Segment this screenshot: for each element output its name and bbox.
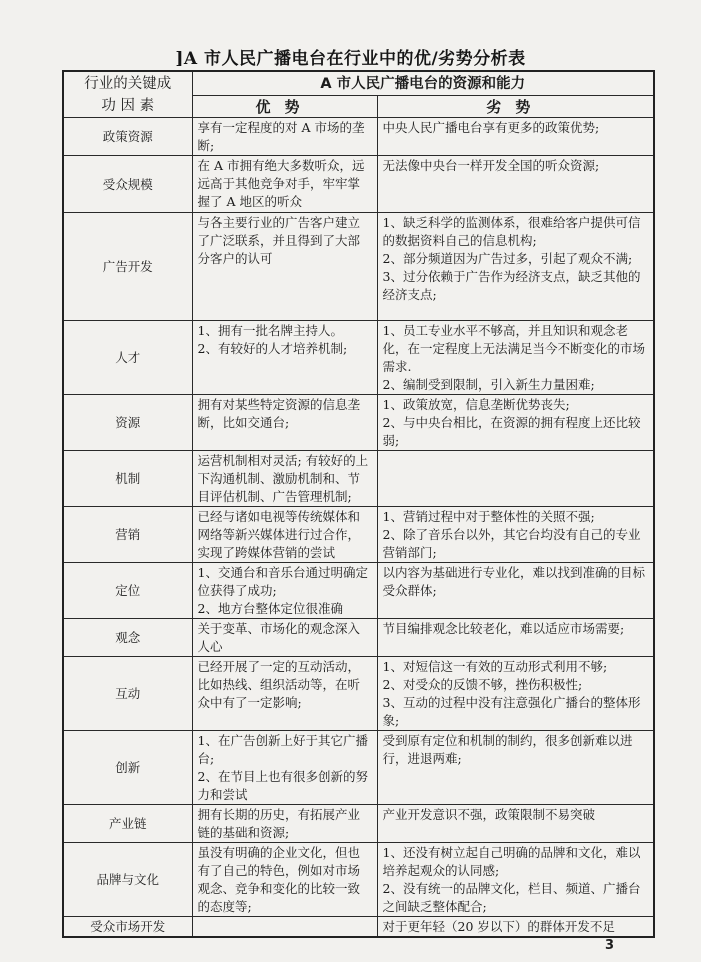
disadvantage-item: 1、员工专业水平不够高，并且知识和观念老化，在一定程度上无法满足当今不断变化的市场需求. (382, 323, 646, 374)
advantage-cell (192, 731, 377, 805)
disadvantage-cell (377, 563, 654, 619)
header-key-success-factors (63, 71, 192, 118)
advantage-cell (192, 451, 377, 507)
table-row (63, 213, 654, 321)
disadvantage-cell (377, 156, 654, 213)
disadvantage-item: 对于更年轻（20 岁以下）的群体开发不足 (382, 919, 615, 934)
factor-cell: 政策资源 (63, 118, 192, 156)
advantage-item: 1、在广告创新上好于其它广播台; (197, 733, 368, 766)
advantage-cell (192, 563, 377, 619)
factor-cell: 机制 (63, 451, 192, 507)
disadvantage-cell (377, 657, 654, 731)
header-factor-line1: 行业的关键成 (84, 76, 172, 92)
advantage-cell (192, 917, 377, 938)
advantage-item: 2、地方台整体定位很准确 (197, 601, 343, 616)
advantage-item: 拥有对某些特定资源的信息垄断，比如交通台; (197, 397, 361, 430)
disadvantage-item: 2、部分频道因为广告过多，引起了观众不满; (382, 251, 633, 266)
advantage-item: 在 A 市拥有绝大多数听众，远远高于其他竞争对手，牢牢掌握了 A 地区的听众 (197, 158, 365, 209)
disadvantage-cell (377, 118, 654, 156)
disadvantage-cell (377, 321, 654, 395)
disadvantage-item: 无法像中央台一样开发全国的听众资源; (382, 158, 600, 173)
table-row (63, 451, 654, 507)
header-resources-capabilities: A 市人民广播电台的资源和能力 (192, 71, 654, 96)
swot-analysis-table (62, 70, 655, 938)
page-number: 3 (605, 938, 615, 953)
document-title: ]A 市人民广播电台在行业中的优/劣势分析表 (175, 49, 526, 69)
disadvantage-item: 2、编制受到限制，引入新生力量困难; (382, 377, 595, 392)
table-row (63, 395, 654, 451)
advantage-item: 与各主要行业的广告客户建立了广泛联系，并且得到了大部分客户的认可 (197, 215, 361, 266)
table-row (63, 321, 654, 395)
factor-cell: 受众规模 (63, 156, 192, 213)
advantage-item: 运营机制相对灵活; 有较好的上下沟通机制、激励机制和、节目评估机制、广告管理机制; (197, 453, 369, 504)
advantage-cell (192, 619, 377, 657)
advantage-item: 1、拥有一批名牌主持人。 (197, 323, 343, 338)
advantage-item: 虽没有明确的企业文化，但也有了自己的特色，例如对市场观念、竞争和变化的比较一致的态度等; (197, 845, 361, 914)
disadvantage-item: 3、过分依赖于广告作为经济支点，缺乏其他的经济支点; (382, 269, 641, 302)
header-row-main (63, 71, 654, 96)
disadvantage-item: 2、与中央台相比，在资源的拥有程度上还比较弱; (382, 415, 641, 448)
factor-cell: 产业链 (63, 805, 192, 843)
factor-cell: 人才 (63, 321, 192, 395)
table-row (63, 917, 654, 938)
header-disadvantages: 劣势 (377, 96, 654, 118)
table-row (63, 731, 654, 805)
disadvantage-item: 受到原有定位和机制的制约，很多创新难以进行，进退两难; (382, 733, 633, 766)
disadvantage-cell (377, 451, 654, 507)
advantage-item: 关于变革、市场化的观念深入人心 (197, 621, 361, 654)
table-row (63, 843, 654, 917)
advantage-cell (192, 213, 377, 321)
advantage-cell (192, 395, 377, 451)
advantage-item: 已经开展了一定的互动活动，比如热线、组织活动等，在听众中有了一定影响; (197, 659, 361, 710)
disadvantage-item: 2、除了音乐台以外，其它台均没有自己的专业营销部门; (382, 527, 641, 560)
factor-cell: 营销 (63, 507, 192, 563)
disadvantage-cell (377, 805, 654, 843)
table-row (63, 156, 654, 213)
disadvantage-cell (377, 917, 654, 938)
table-row (63, 507, 654, 563)
advantage-cell (192, 156, 377, 213)
disadvantage-item: 3、互动的过程中没有注意强化广播台的整体形象; (382, 695, 641, 728)
disadvantage-cell (377, 395, 654, 451)
factor-cell: 受众市场开发 (63, 917, 192, 938)
disadvantage-item: 2、没有统一的品牌文化，栏目、频道、广播台之间缺乏整体配合; (382, 881, 641, 914)
factor-cell: 互动 (63, 657, 192, 731)
header-advantages: 优势 (192, 96, 377, 118)
factor-cell: 资源 (63, 395, 192, 451)
advantage-item: 享有一定程度的对 A 市场的垄断; (197, 120, 365, 153)
factor-cell: 观念 (63, 619, 192, 657)
disadvantage-cell (377, 619, 654, 657)
advantage-cell (192, 321, 377, 395)
disadvantage-item: 1、缺乏科学的监测体系，很难给客户提供可信的数据资料自己的信息机构; (382, 215, 641, 248)
table-body (63, 118, 654, 938)
table-row (63, 805, 654, 843)
table-row (63, 657, 654, 731)
disadvantage-cell (377, 213, 654, 321)
factor-cell: 创新 (63, 731, 192, 805)
disadvantage-item: 1、还没有树立起自己明确的品牌和文化，难以培养起观众的认同感; (382, 845, 641, 878)
disadvantage-item: 产业开发意识不强，政策限制不易突破 (382, 807, 596, 822)
disadvantage-cell (377, 507, 654, 563)
disadvantage-item: 节目编排观念比较老化，难以适应市场需要; (382, 621, 625, 636)
factor-cell: 定位 (63, 563, 192, 619)
disadvantage-item: 1、营销过程中对于整体性的关照不强; (382, 509, 595, 524)
factor-cell: 广告开发 (63, 213, 192, 321)
advantage-item: 2、有较好的人才培养机制; (197, 341, 348, 356)
table-row (63, 118, 654, 156)
advantage-item: 已经与诸如电视等传统媒体和网络等新兴媒体进行过合作，实现了跨媒体营销的尝试 (197, 509, 361, 560)
advantage-cell (192, 843, 377, 917)
advantage-item: 拥有长期的历史，有拓展产业链的基础和资源; (197, 807, 361, 840)
advantage-item: 1、交通台和音乐台通过明确定位获得了成功; (197, 565, 368, 598)
disadvantage-item: 中央人民广播电台享有更多的政策优势; (382, 120, 600, 135)
disadvantage-item: 1、政策放宽，信息垄断优势丧失; (382, 397, 570, 412)
disadvantage-cell (377, 843, 654, 917)
disadvantage-cell (377, 731, 654, 805)
disadvantage-item: 1、对短信这一有效的互动形式利用不够; (382, 659, 608, 674)
advantage-cell (192, 507, 377, 563)
header-factor-line2: 功 因 素 (101, 98, 155, 114)
table-row (63, 563, 654, 619)
advantage-cell (192, 118, 377, 156)
table-row (63, 619, 654, 657)
advantage-cell (192, 657, 377, 731)
disadvantage-item: 以内容为基础进行专业化，难以找到准确的目标受众群体; (382, 565, 646, 598)
disadvantage-item: 2、对受众的反馈不够，挫伤积极性; (382, 677, 583, 692)
advantage-cell (192, 805, 377, 843)
advantage-item: 2、在节目上也有很多创新的努力和尝试 (197, 769, 368, 802)
factor-cell: 品牌与文化 (63, 843, 192, 917)
